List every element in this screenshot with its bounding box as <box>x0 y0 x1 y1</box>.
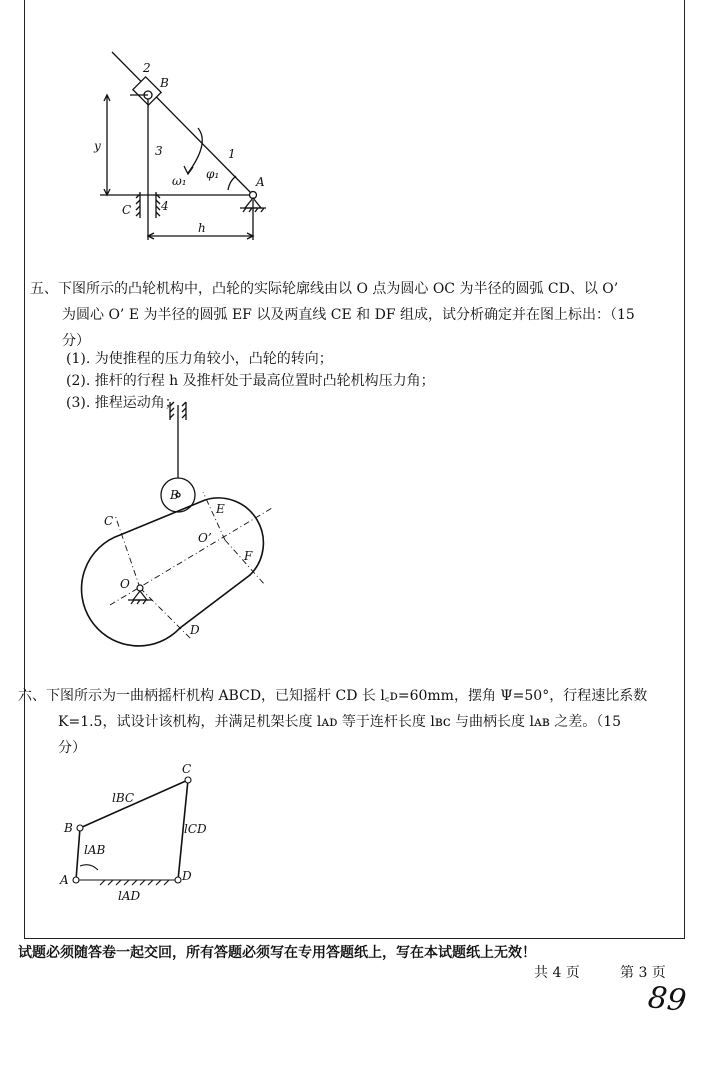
q5-item-3: (3). 推程运动角； <box>66 395 179 411</box>
label-link-1: 1 <box>228 147 236 161</box>
q6-line-1: 六、下图所示为一曲柄摇杆机构 ABCD，已知摇杆 CD 长 l꜀ᴅ=60mm，摆角 Ψ=50°，行程速比系数 <box>18 688 648 704</box>
q5-item-2: (2). 推杆的行程 h 及推杆处于最高位置时凸轮机构压力角； <box>66 373 435 389</box>
cam-label-D: D <box>190 623 200 637</box>
q5-item-1: (1). 为使推程的压力角较小，凸轮的转向； <box>66 351 333 367</box>
q5-line-2: 为圆心 O’ E 为半径的圆弧 EF 以及两直线 CE 和 DF 组成，试分析确定并在图上标出：（15 <box>62 307 635 323</box>
label-omega: ω₁ <box>172 174 187 188</box>
label-B: B <box>160 76 169 90</box>
footer-notice: 试题必须随答卷一起交回，所有答题必须写在专用答题纸上，写在本试题纸上无效！ <box>18 945 536 961</box>
linkage-label-lAD: lAD <box>118 889 141 903</box>
linkage-label-lCD: lCD <box>184 822 207 836</box>
label-link-3: 3 <box>155 144 163 158</box>
linkage-label-lBC: lBC <box>112 791 135 805</box>
label-link-4: 4 <box>161 199 169 213</box>
q5-line-1: 五、下图所示的凸轮机构中，凸轮的实际轮廓线由以 O 点为圆心 OC 为半径的圆弧 CD、以 O’ <box>30 281 619 297</box>
label-phi: φ₁ <box>206 167 220 181</box>
linkage-label-D: D <box>182 869 192 883</box>
label-C: C <box>122 203 132 217</box>
linkage-label-A: A <box>60 873 69 887</box>
cam-label-C: C <box>104 514 114 528</box>
label-A: A <box>256 175 265 189</box>
linkage-label-B: B <box>64 821 73 835</box>
cam-label-B: B <box>170 488 179 502</box>
label-y: y <box>94 139 101 153</box>
cam-label-O-prime: O’ <box>198 531 212 545</box>
q6-line-2: K=1.5，试设计该机构，并满足机架长度 lᴀᴅ 等于连杆长度 lʙᴄ 与曲柄长度 lᴀʙ 之差。（15 <box>58 714 622 730</box>
linkage-label-lAB: lAB <box>84 843 106 857</box>
linkage-label-C: C <box>182 762 192 776</box>
cam-label-O: O <box>120 577 130 591</box>
cam-label-E: E <box>216 502 225 516</box>
total-pages: 共 4 页 <box>534 965 580 981</box>
cam-label-F: F <box>244 549 253 563</box>
label-h: h <box>198 221 206 235</box>
current-page: 第 3 页 <box>620 965 666 981</box>
label-link-2: 2 <box>143 61 151 75</box>
handwritten-number: 89 <box>646 980 688 1019</box>
q6-line-3: 分） <box>58 740 86 756</box>
q5-line-3: 分） <box>62 333 90 349</box>
